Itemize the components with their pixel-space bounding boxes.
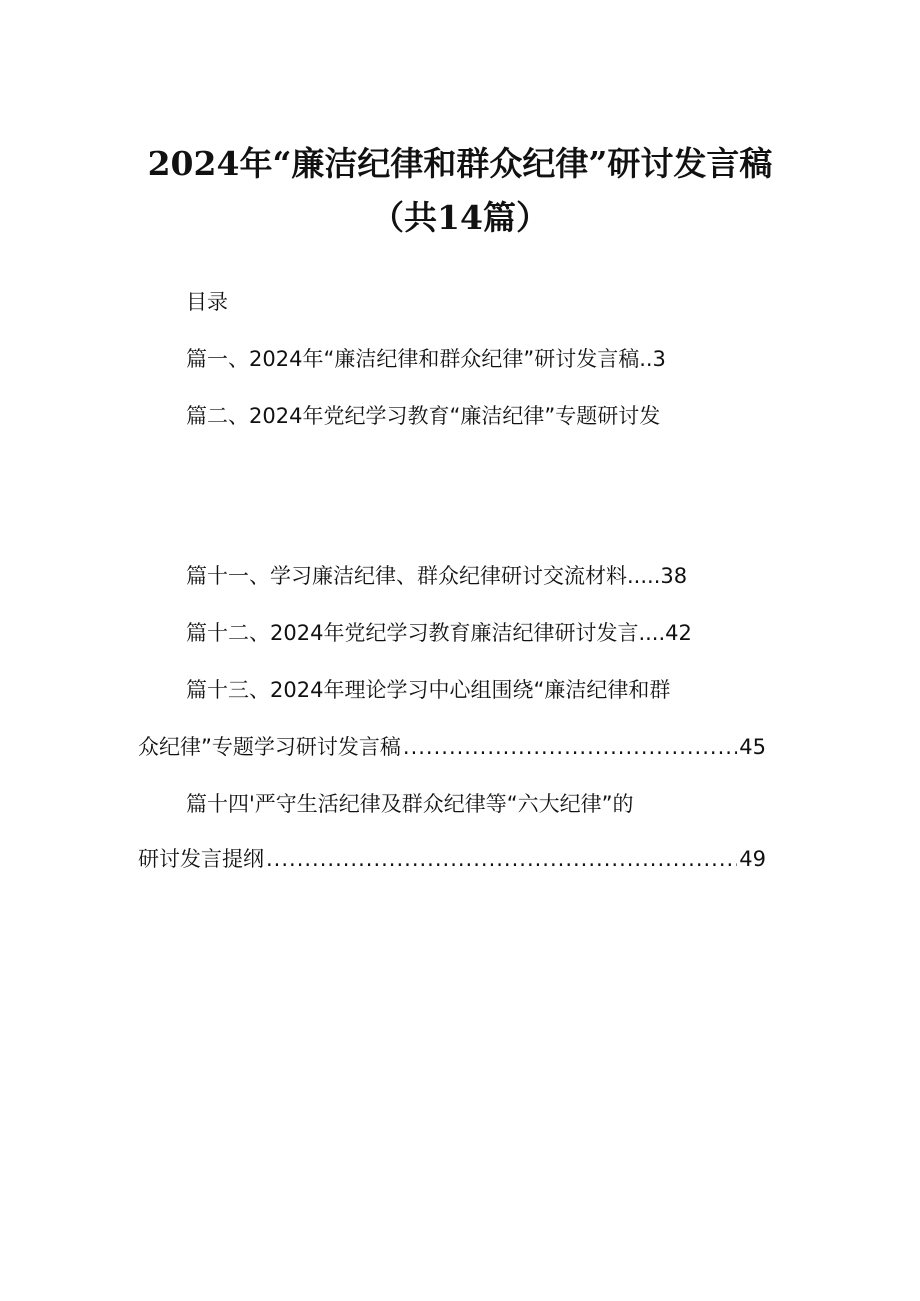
- toc-page-number: 45: [739, 735, 766, 759]
- toc-entry-continuation[interactable]: [138, 845, 766, 873]
- toc-entry-text: 研讨发言提纲: [138, 847, 264, 871]
- toc-page-number: 49: [739, 847, 766, 871]
- toc-entry[interactable]: 篇十二、2024年党纪学习教育廉洁纪律研讨发言....42: [186, 621, 692, 645]
- toc-entry-text: 众纪律”专题学习研讨发言稿: [138, 735, 401, 759]
- toc-heading: 目录: [186, 290, 228, 314]
- toc-entry[interactable]: 篇十三、2024年理论学习中心组围绕“廉洁纪律和群: [186, 678, 671, 702]
- toc-entry[interactable]: 篇十一、学习廉洁纪律、群众纪律研讨交流材料.....38: [186, 564, 688, 588]
- document-title: 2024年“廉洁纪律和群众纪律”研讨发言稿: [147, 144, 773, 183]
- toc-entry-continuation[interactable]: [138, 733, 766, 761]
- toc-entry[interactable]: 篇十四'严守生活纪律及群众纪律等“六大纪律”的: [186, 792, 634, 816]
- document-subtitle: （共14篇）: [371, 198, 549, 237]
- dot-leader: [403, 733, 737, 761]
- dot-leader: [266, 845, 737, 873]
- toc-entry[interactable]: 篇一、2024年“廉洁纪律和群众纪律”研讨发言稿..3: [186, 347, 666, 371]
- toc-entry[interactable]: 篇二、2024年党纪学习教育“廉洁纪律”专题研讨发: [186, 404, 661, 428]
